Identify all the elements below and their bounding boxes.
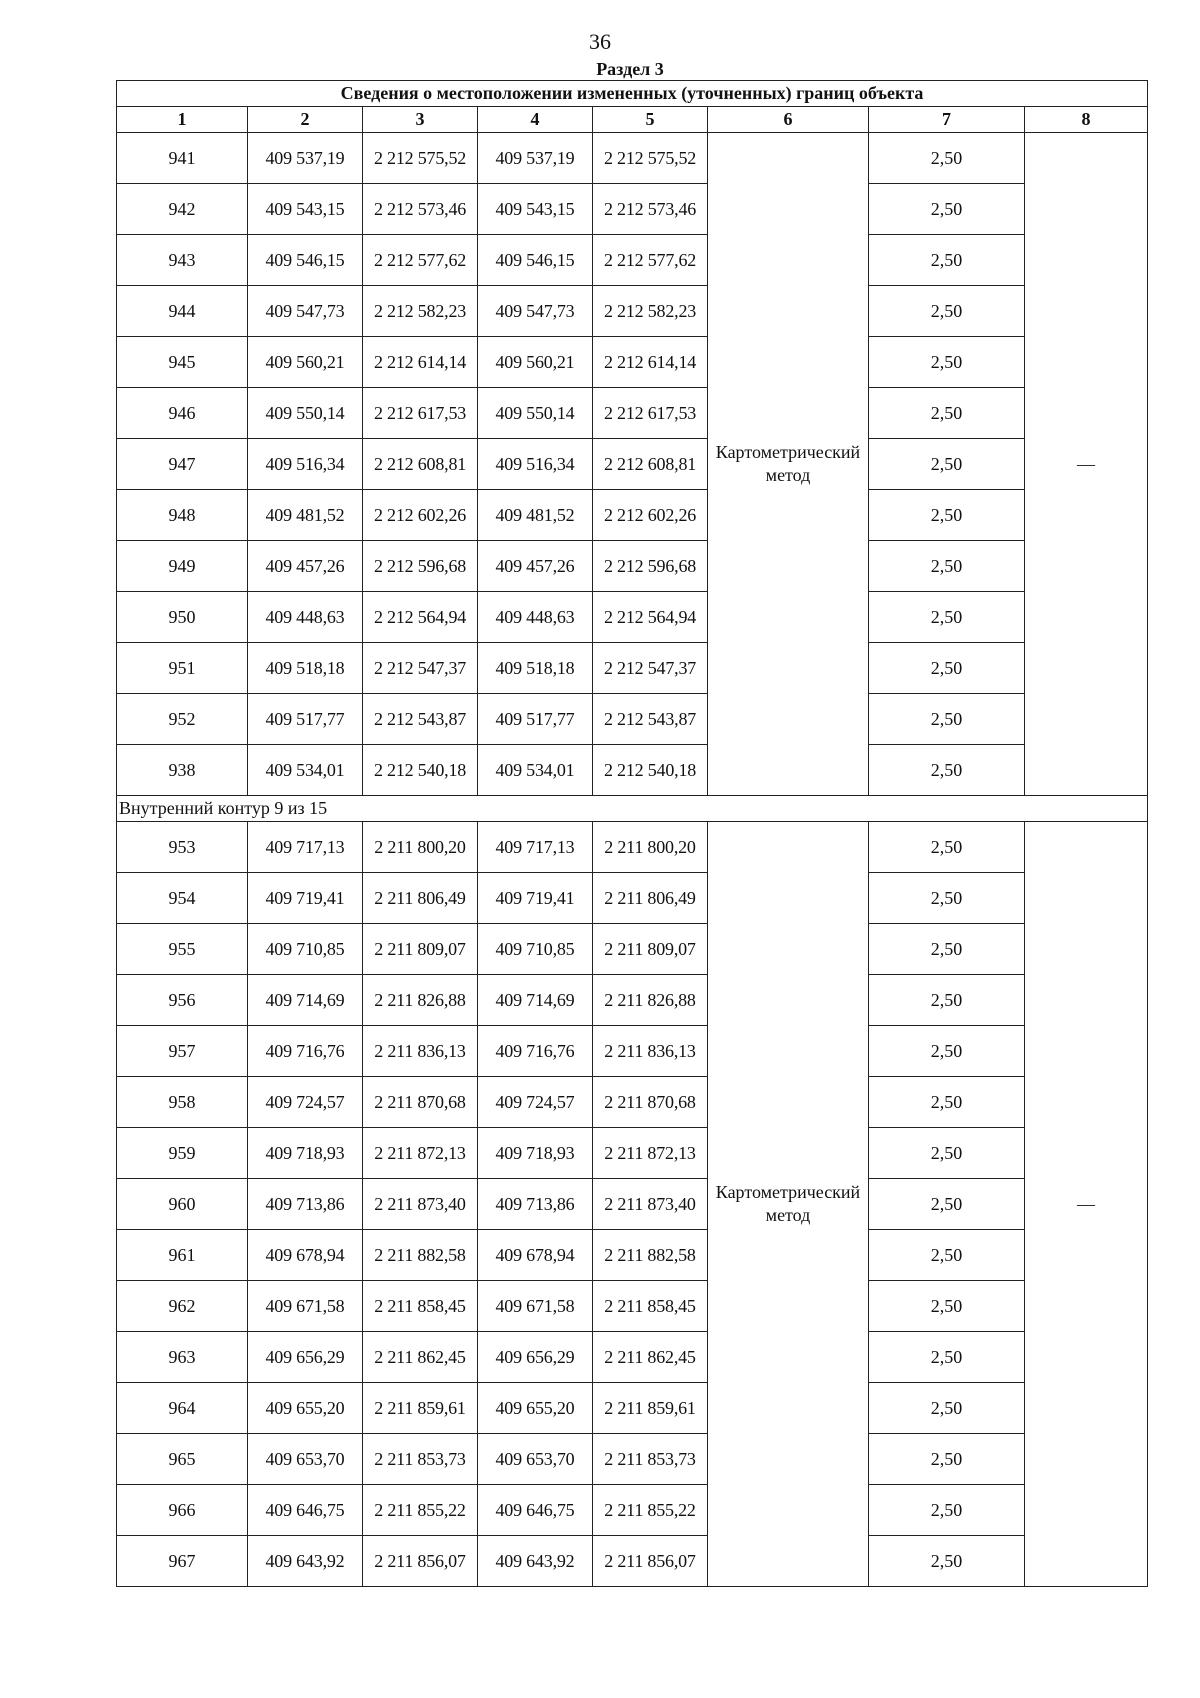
point-number: 955 [117,924,248,975]
coord-x-refined: 409 481,52 [478,490,593,541]
coord-x-existing: 409 713,86 [248,1179,363,1230]
coord-x-existing: 409 671,58 [248,1281,363,1332]
coord-y-existing: 2 211 826,88 [363,975,478,1026]
accuracy-value: 2,50 [869,1077,1025,1128]
accuracy-value: 2,50 [869,873,1025,924]
coord-y-existing: 2 212 577,62 [363,235,478,286]
coord-x-refined: 409 543,15 [478,184,593,235]
column-header: 1 [117,107,248,133]
coord-y-refined: 2 211 826,88 [593,975,708,1026]
coord-y-refined: 2 211 870,68 [593,1077,708,1128]
point-number: 948 [117,490,248,541]
coord-x-refined: 409 518,18 [478,643,593,694]
accuracy-value: 2,50 [869,286,1025,337]
coord-x-existing: 409 448,63 [248,592,363,643]
accuracy-value: 2,50 [869,439,1025,490]
coord-x-existing: 409 678,94 [248,1230,363,1281]
coord-y-existing: 2 211 859,61 [363,1383,478,1434]
table-row [117,592,1148,643]
point-number: 943 [117,235,248,286]
coord-y-refined: 2 212 596,68 [593,541,708,592]
coord-y-existing: 2 212 547,37 [363,643,478,694]
coord-y-existing: 2 212 617,53 [363,388,478,439]
coord-y-existing: 2 212 614,14 [363,337,478,388]
table-row [117,694,1148,745]
accuracy-value: 2,50 [869,592,1025,643]
coord-y-existing: 2 211 870,68 [363,1077,478,1128]
coord-y-refined: 2 211 806,49 [593,873,708,924]
coord-y-existing: 2 211 873,40 [363,1179,478,1230]
point-number: 953 [117,822,248,873]
point-number: 951 [117,643,248,694]
column-header: 4 [478,107,593,133]
point-number: 938 [117,745,248,796]
coord-y-existing: 2 211 862,45 [363,1332,478,1383]
table-row [117,235,1148,286]
table-row [117,1485,1148,1536]
coord-y-refined: 2 212 540,18 [593,745,708,796]
table-row [117,1536,1148,1587]
table-row [117,1128,1148,1179]
accuracy-value: 2,50 [869,1332,1025,1383]
column-header-row [117,107,1148,133]
point-number: 962 [117,1281,248,1332]
column-header: 5 [593,107,708,133]
column-header: 3 [363,107,478,133]
coord-x-refined: 409 550,14 [478,388,593,439]
coord-y-refined: 2 211 809,07 [593,924,708,975]
coord-y-refined: 2 211 872,13 [593,1128,708,1179]
point-number: 946 [117,388,248,439]
point-number: 957 [117,1026,248,1077]
table-row [117,541,1148,592]
coord-y-existing: 2 211 858,45 [363,1281,478,1332]
col8-cell: — [1025,822,1148,1587]
coord-x-refined: 409 714,69 [478,975,593,1026]
coord-y-existing: 2 211 806,49 [363,873,478,924]
point-number: 941 [117,133,248,184]
coord-y-existing: 2 211 853,73 [363,1434,478,1485]
table-row [117,1383,1148,1434]
table-row [117,975,1148,1026]
coord-x-existing: 409 517,77 [248,694,363,745]
method-cell: Картометрический метод [708,822,869,1587]
accuracy-value: 2,50 [869,1536,1025,1587]
coord-y-existing: 2 212 564,94 [363,592,478,643]
contour-row [117,796,1148,822]
coord-x-refined: 409 678,94 [478,1230,593,1281]
accuracy-value: 2,50 [869,1485,1025,1536]
table-row [117,1281,1148,1332]
coord-x-refined: 409 560,21 [478,337,593,388]
coord-y-refined: 2 211 862,45 [593,1332,708,1383]
coord-x-existing: 409 537,19 [248,133,363,184]
accuracy-value: 2,50 [869,490,1025,541]
table-row [117,337,1148,388]
coord-y-refined: 2 211 859,61 [593,1383,708,1434]
coord-x-refined: 409 710,85 [478,924,593,975]
coord-x-refined: 409 655,20 [478,1383,593,1434]
table-row [117,1230,1148,1281]
point-number: 963 [117,1332,248,1383]
coord-x-existing: 409 543,15 [248,184,363,235]
coord-x-existing: 409 534,01 [248,745,363,796]
coord-y-existing: 2 212 608,81 [363,439,478,490]
point-number: 960 [117,1179,248,1230]
accuracy-value: 2,50 [869,1026,1025,1077]
coord-y-refined: 2 212 543,87 [593,694,708,745]
point-number: 944 [117,286,248,337]
coord-x-refined: 409 457,26 [478,541,593,592]
coord-y-refined: 2 211 858,45 [593,1281,708,1332]
accuracy-value: 2,50 [869,1179,1025,1230]
coord-x-refined: 409 724,57 [478,1077,593,1128]
point-number: 958 [117,1077,248,1128]
coord-y-refined: 2 211 882,58 [593,1230,708,1281]
point-number: 952 [117,694,248,745]
coord-x-refined: 409 713,86 [478,1179,593,1230]
table-row [117,184,1148,235]
column-header: 8 [1025,107,1148,133]
point-number: 949 [117,541,248,592]
coord-y-existing: 2 211 856,07 [363,1536,478,1587]
coord-x-existing: 409 719,41 [248,873,363,924]
accuracy-value: 2,50 [869,1281,1025,1332]
coord-y-existing: 2 212 575,52 [363,133,478,184]
accuracy-value: 2,50 [869,541,1025,592]
table-row [117,924,1148,975]
coord-y-refined: 2 211 800,20 [593,822,708,873]
coord-y-refined: 2 212 547,37 [593,643,708,694]
table-row [117,822,1148,873]
coord-x-existing: 409 718,93 [248,1128,363,1179]
table-row [117,873,1148,924]
table-row [117,1332,1148,1383]
coord-x-refined: 409 653,70 [478,1434,593,1485]
page-number: 36 [589,29,611,54]
point-number: 950 [117,592,248,643]
coord-x-refined: 409 546,15 [478,235,593,286]
table-row [117,490,1148,541]
coord-y-existing: 2 212 602,26 [363,490,478,541]
accuracy-value: 2,50 [869,235,1025,286]
point-number: 959 [117,1128,248,1179]
accuracy-value: 2,50 [869,745,1025,796]
coord-y-existing: 2 212 540,18 [363,745,478,796]
coord-x-existing: 409 643,92 [248,1536,363,1587]
accuracy-value: 2,50 [869,184,1025,235]
coord-x-existing: 409 717,13 [248,822,363,873]
coord-x-refined: 409 717,13 [478,822,593,873]
table-row [117,388,1148,439]
table-title: Сведения о местоположении измененных (уточненных) границ объекта [117,81,1148,107]
coord-x-refined: 409 646,75 [478,1485,593,1536]
coord-y-refined: 2 212 582,23 [593,286,708,337]
point-number: 945 [117,337,248,388]
table-row [117,1026,1148,1077]
accuracy-value: 2,50 [869,133,1025,184]
coord-y-existing: 2 211 800,20 [363,822,478,873]
contour-label: Внутренний контур 9 из 15 [117,796,1148,822]
accuracy-value: 2,50 [869,1128,1025,1179]
accuracy-value: 2,50 [869,1434,1025,1485]
coord-y-existing: 2 211 855,22 [363,1485,478,1536]
column-header: 7 [869,107,1025,133]
coord-x-refined: 409 517,77 [478,694,593,745]
coord-x-refined: 409 516,34 [478,439,593,490]
coord-x-existing: 409 655,20 [248,1383,363,1434]
point-number: 966 [117,1485,248,1536]
coord-y-refined: 2 212 564,94 [593,592,708,643]
coord-x-refined: 409 547,73 [478,286,593,337]
table-row [117,1179,1148,1230]
coord-y-refined: 2 211 873,40 [593,1179,708,1230]
coord-x-existing: 409 716,76 [248,1026,363,1077]
coord-x-existing: 409 516,34 [248,439,363,490]
coord-y-existing: 2 212 582,23 [363,286,478,337]
section-label: Раздел 3 [596,59,664,79]
coord-x-refined: 409 716,76 [478,1026,593,1077]
coord-x-refined: 409 656,29 [478,1332,593,1383]
point-number: 947 [117,439,248,490]
coord-x-refined: 409 671,58 [478,1281,593,1332]
accuracy-value: 2,50 [869,337,1025,388]
coord-y-existing: 2 211 872,13 [363,1128,478,1179]
point-number: 956 [117,975,248,1026]
coord-x-existing: 409 457,26 [248,541,363,592]
coord-x-existing: 409 547,73 [248,286,363,337]
coord-y-refined: 2 212 608,81 [593,439,708,490]
coord-x-existing: 409 724,57 [248,1077,363,1128]
table-row [117,1434,1148,1485]
accuracy-value: 2,50 [869,388,1025,439]
coord-y-refined: 2 212 602,26 [593,490,708,541]
table-row [117,286,1148,337]
point-number: 967 [117,1536,248,1587]
coord-x-refined: 409 643,92 [478,1536,593,1587]
point-number: 954 [117,873,248,924]
accuracy-value: 2,50 [869,694,1025,745]
table-row [117,439,1148,490]
coord-y-refined: 2 211 836,13 [593,1026,708,1077]
coord-x-existing: 409 646,75 [248,1485,363,1536]
table-title-row [117,81,1148,107]
accuracy-value: 2,50 [869,975,1025,1026]
coord-x-existing: 409 481,52 [248,490,363,541]
table-row [117,1077,1148,1128]
coord-x-refined: 409 534,01 [478,745,593,796]
coord-y-refined: 2 211 855,22 [593,1485,708,1536]
column-header: 6 [708,107,869,133]
table-row [117,745,1148,796]
coord-y-refined: 2 212 573,46 [593,184,708,235]
coord-x-existing: 409 653,70 [248,1434,363,1485]
point-number: 961 [117,1230,248,1281]
coord-y-existing: 2 211 882,58 [363,1230,478,1281]
accuracy-value: 2,50 [869,924,1025,975]
table-row [117,133,1148,184]
coord-x-refined: 409 719,41 [478,873,593,924]
coord-y-refined: 2 212 577,62 [593,235,708,286]
coord-x-existing: 409 550,14 [248,388,363,439]
coord-x-existing: 409 714,69 [248,975,363,1026]
coord-x-refined: 409 537,19 [478,133,593,184]
point-number: 964 [117,1383,248,1434]
coord-x-existing: 409 560,21 [248,337,363,388]
coord-y-refined: 2 212 617,53 [593,388,708,439]
coord-y-refined: 2 211 856,07 [593,1536,708,1587]
coord-y-refined: 2 212 614,14 [593,337,708,388]
coord-y-existing: 2 212 543,87 [363,694,478,745]
table-row [117,643,1148,694]
accuracy-value: 2,50 [869,1383,1025,1434]
column-header: 2 [248,107,363,133]
coord-y-refined: 2 212 575,52 [593,133,708,184]
coord-y-refined: 2 211 853,73 [593,1434,708,1485]
accuracy-value: 2,50 [869,643,1025,694]
coord-x-existing: 409 518,18 [248,643,363,694]
coord-y-existing: 2 212 596,68 [363,541,478,592]
coordinates-table [116,80,1148,1587]
coord-x-existing: 409 656,29 [248,1332,363,1383]
accuracy-value: 2,50 [869,1230,1025,1281]
col8-cell: — [1025,133,1148,796]
coord-y-existing: 2 212 573,46 [363,184,478,235]
coord-x-existing: 409 710,85 [248,924,363,975]
coord-x-refined: 409 718,93 [478,1128,593,1179]
coord-x-existing: 409 546,15 [248,235,363,286]
coord-x-refined: 409 448,63 [478,592,593,643]
accuracy-value: 2,50 [869,822,1025,873]
point-number: 965 [117,1434,248,1485]
point-number: 942 [117,184,248,235]
coord-y-existing: 2 211 809,07 [363,924,478,975]
method-cell: Картометрический метод [708,133,869,796]
coord-y-existing: 2 211 836,13 [363,1026,478,1077]
